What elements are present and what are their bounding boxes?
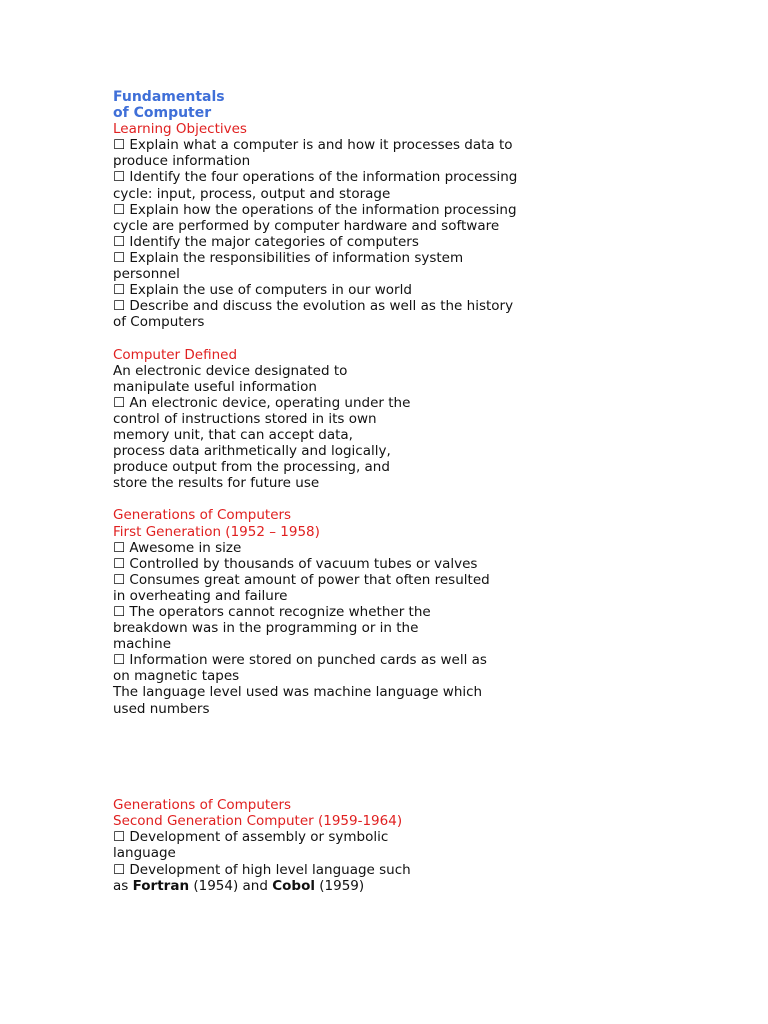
objective-line: cycle: input, process, output and storage [113, 185, 391, 202]
second-generation-line: language [113, 845, 176, 862]
section-spacer [113, 491, 673, 507]
objective-line: ☐ Explain how the operations of the information processing [113, 201, 517, 218]
learning-objectives-heading: Learning Objectives [113, 121, 247, 138]
first-generation-line: ☐ Controlled by thousands of vacuum tubes or valves [113, 555, 478, 572]
objective-line: produce information [113, 153, 251, 170]
definition-line: memory unit, that can accept data, [113, 426, 353, 443]
document-content [113, 89, 673, 894]
document-title-line-1: Fundamentals [113, 89, 225, 105]
objective-line: ☐ Explain the use of computers in our world [113, 282, 412, 299]
definition-line: An electronic device designated to [113, 362, 348, 379]
second-generation-last-line [113, 878, 673, 894]
objective-line: ☐ Describe and discuss the evolution as well as the history [113, 298, 514, 315]
first-generation-line: breakdown was in the programming or in the [113, 620, 419, 637]
second-generation-list [113, 829, 673, 893]
first-generation-line: ☐ Information were stored on punched cards as well as [113, 652, 487, 669]
generations-heading-2: Generations of Computers [113, 797, 292, 814]
section-spacer [113, 717, 673, 798]
fortran-term: Fortran [132, 877, 190, 894]
first-generation-line: used numbers [113, 700, 210, 717]
definition-line: store the results for future use [113, 475, 320, 492]
first-generation-subheading: First Generation (1952 – 1958) [113, 523, 320, 540]
first-generation-line: The language level used was machine language which [113, 684, 483, 701]
first-generation-list [113, 540, 673, 717]
computer-defined-body [113, 363, 673, 492]
objective-line: ☐ Explain the responsibilities of information system [113, 249, 464, 266]
objective-line: ☐ Identify the four operations of the information processing [113, 169, 518, 186]
objective-line: ☐ Identify the major categories of computers [113, 233, 419, 250]
last-line-prefix: as [113, 877, 133, 894]
definition-line: process data arithmetically and logically, [113, 443, 391, 460]
definition-line: manipulate useful information [113, 378, 317, 395]
second-generation-subheading: Second Generation Computer (1959-1964) [113, 813, 403, 830]
first-generation-line: ☐ Awesome in size [113, 539, 242, 556]
definition-line: produce output from the processing, and [113, 459, 390, 476]
second-generation-line: ☐ Development of assembly or symbolic [113, 829, 389, 846]
first-generation-line: on magnetic tapes [113, 668, 240, 685]
cobol-term: Cobol [272, 877, 315, 894]
objective-line: ☐ Explain what a computer is and how it processes data to [113, 137, 513, 154]
last-line-suffix: (1959) [314, 877, 365, 894]
first-generation-line: ☐ Consumes great amount of power that often resulted [113, 571, 490, 588]
document-title-line-2: of Computer [113, 105, 212, 122]
definition-line: control of instructions stored in its own [113, 410, 377, 427]
section-spacer [113, 330, 673, 346]
objective-line: cycle are performed by computer hardware and software [113, 217, 500, 234]
objective-line: of Computers [113, 314, 205, 331]
objective-line: personnel [113, 266, 180, 283]
computer-defined-heading: Computer Defined [113, 346, 238, 363]
first-generation-line: ☐ The operators cannot recognize whether the [113, 604, 431, 620]
definition-line: ☐ An electronic device, operating under the [113, 394, 411, 411]
first-generation-line: in overheating and failure [113, 587, 288, 604]
generations-heading: Generations of Computers [113, 507, 292, 524]
last-line-mid: (1954) and [189, 877, 273, 894]
second-generation-line: ☐ Development of high level language such [113, 861, 411, 878]
first-generation-line: machine [113, 636, 172, 653]
learning-objectives-list [113, 137, 673, 330]
